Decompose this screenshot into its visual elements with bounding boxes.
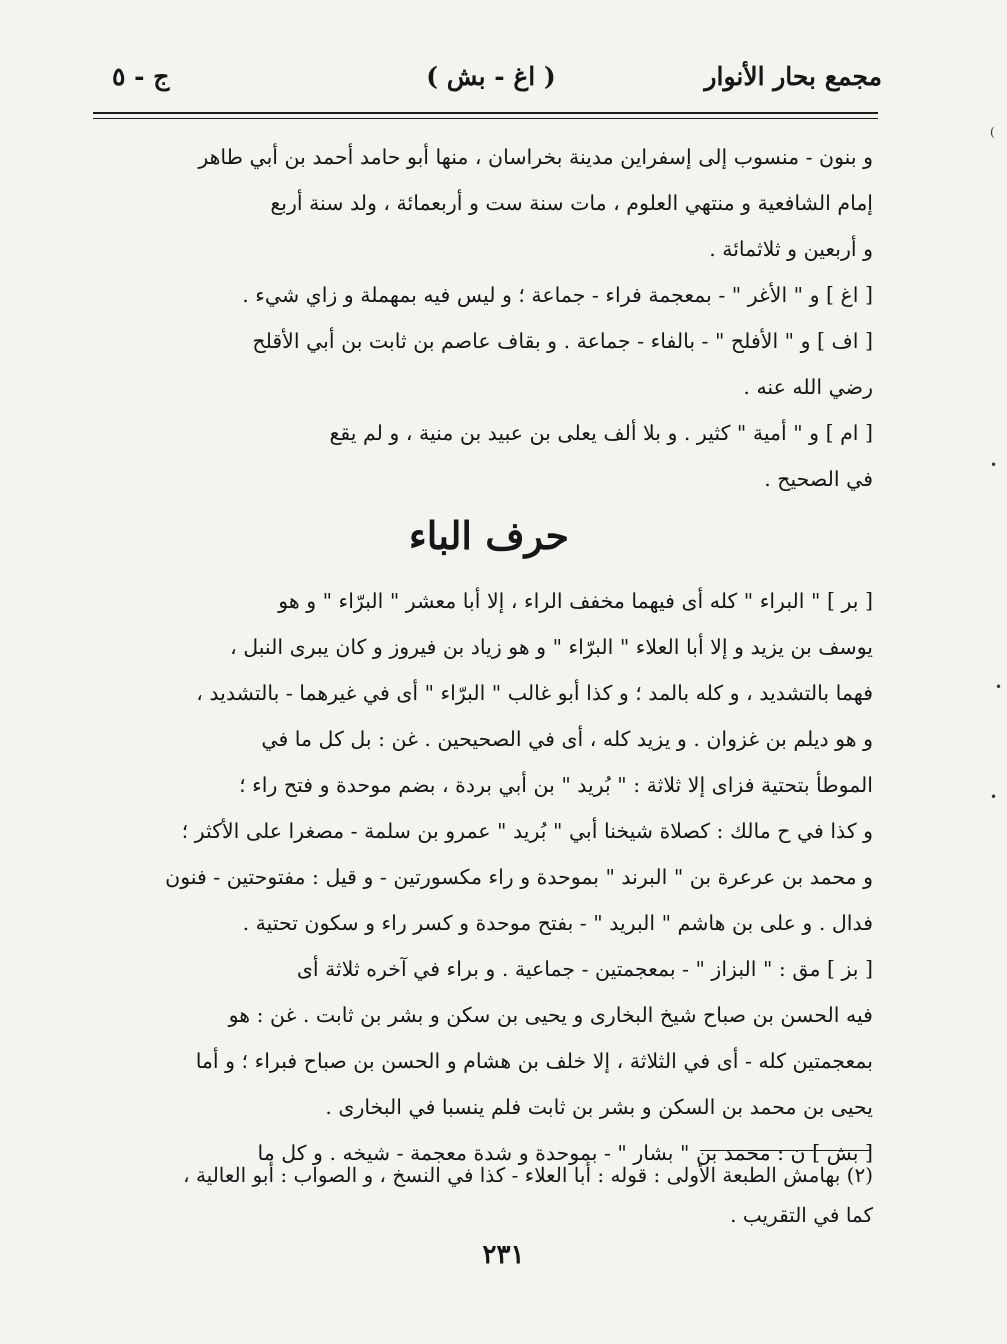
header-rule-thick [93, 112, 878, 114]
footnote [105, 1155, 873, 1235]
entry-line: [ بش ] ن : محمد بن " بشار " - بموحدة و شدة معجمة - شيخه . و كل ما [257, 1141, 873, 1165]
page-number: ٢٣١ [482, 1240, 525, 1270]
entry-line: [ ام ] و " أمية " كثير . و بلا ألف يعلى بن عبيد بن منية ، و لم يقع [329, 421, 873, 445]
body-line: و محمد بن عرعرة بن " البرند " بموحدة و راء مكسورتين - و قيل : مفتوحتين - فنون [165, 865, 873, 889]
footnote-rule [700, 1150, 870, 1151]
body-line: بمعجمتين كله - أى في الثلاثة ، إلا خلف بن هشام و الحسن بن صباح فبراء ؛ و أما [195, 1049, 873, 1073]
margin-mark: ( [990, 125, 995, 139]
page-header [100, 62, 882, 110]
volume-label: ج - ٥ [112, 62, 170, 91]
body-line: رضي الله عنه . [743, 375, 873, 399]
body-line: و كذا في ح مالك : كصلاة شيخنا أبي " بُريد " عمرو بن سلمة - مصغرا على الأكثر ؛ [181, 819, 873, 843]
footnote-line: كما في التقريب . [730, 1203, 873, 1227]
page-body [105, 134, 873, 1176]
body-line: فيه الحسن بن صباح شيخ البخارى و يحيى بن سكن و بشر بن ثابت . غن : هو [228, 1003, 873, 1027]
header-rule-thin [93, 118, 878, 119]
margin-mark: • [990, 458, 998, 472]
body-line: إمام الشافعية و منتهي العلوم ، مات سنة ست و أربعمائة ، ولد سنة أربع [270, 191, 873, 215]
entry-line: [ بر ] " البراء " كله أى فيهما مخفف الراء ، إلا أبا معشر " البرّاء " و هو [278, 589, 873, 613]
body-line: فدال . و على بن هاشم " البريد " - بفتح موحدة و كسر راء و سكون تحتية . [242, 911, 873, 935]
entry-line: [ اف ] و " الأفلح " - بالفاء - جماعة . و بقاف عاصم بن ثابت بن أبي الأقلح [252, 329, 873, 353]
footnote-line: (٢) بهامش الطبعة الأولى : قوله : أبا العلاء - كذا في النسخ ، و الصواب : أبو العالية ، [183, 1163, 873, 1187]
section-range: ( اغ - بش ) [426, 62, 556, 91]
body-line: و هو ديلم بن غزوان . و يزيد كله ، أى في الصحيحين . غن : بل كل ما في [261, 727, 873, 751]
body-line: يوسف بن يزيد و إلا أبا العلاء " البرّاء " و هو زياد بن فيروز و كان يبرى النبل ، [230, 635, 873, 659]
book-title: مجمع بحار الأنوار [704, 62, 882, 91]
section-heading: حرف الباء [408, 513, 570, 558]
body-line: في الصحيح . [764, 467, 873, 491]
body-line: و أربعين و ثلاثمائة . [709, 237, 873, 261]
entry-line: [ بز ] مق : " البزاز " - بمعجمتين - جماعية . و براء في آخره ثلاثة أى [296, 957, 873, 981]
body-line: و بنون - منسوب إلى إسفراين مدينة بخراسان ، منها أبو حامد أحمد بن أبي طاهر [198, 145, 873, 169]
margin-mark: • [995, 680, 1003, 694]
body-line: فهما بالتشديد ، و كله بالمد ؛ و كذا أبو غالب " البرّاء " أى في غيرهما - بالتشديد ، [196, 681, 873, 705]
body-line: الموطأ بتحتية فزاى إلا ثلاثة : " بُريد " بن أبي بردة ، بضم موحدة و فتح راء ؛ [239, 773, 873, 797]
body-line: يحيى بن محمد بن السكن و بشر بن ثابت فلم ينسبا في البخارى . [325, 1095, 873, 1119]
entry-line: [ اغ ] و " الأغر " - بمعجمة فراء - جماعة ؛ و ليس فيه بمهملة و زاي شيء . [242, 283, 873, 307]
margin-mark: • [990, 790, 998, 804]
